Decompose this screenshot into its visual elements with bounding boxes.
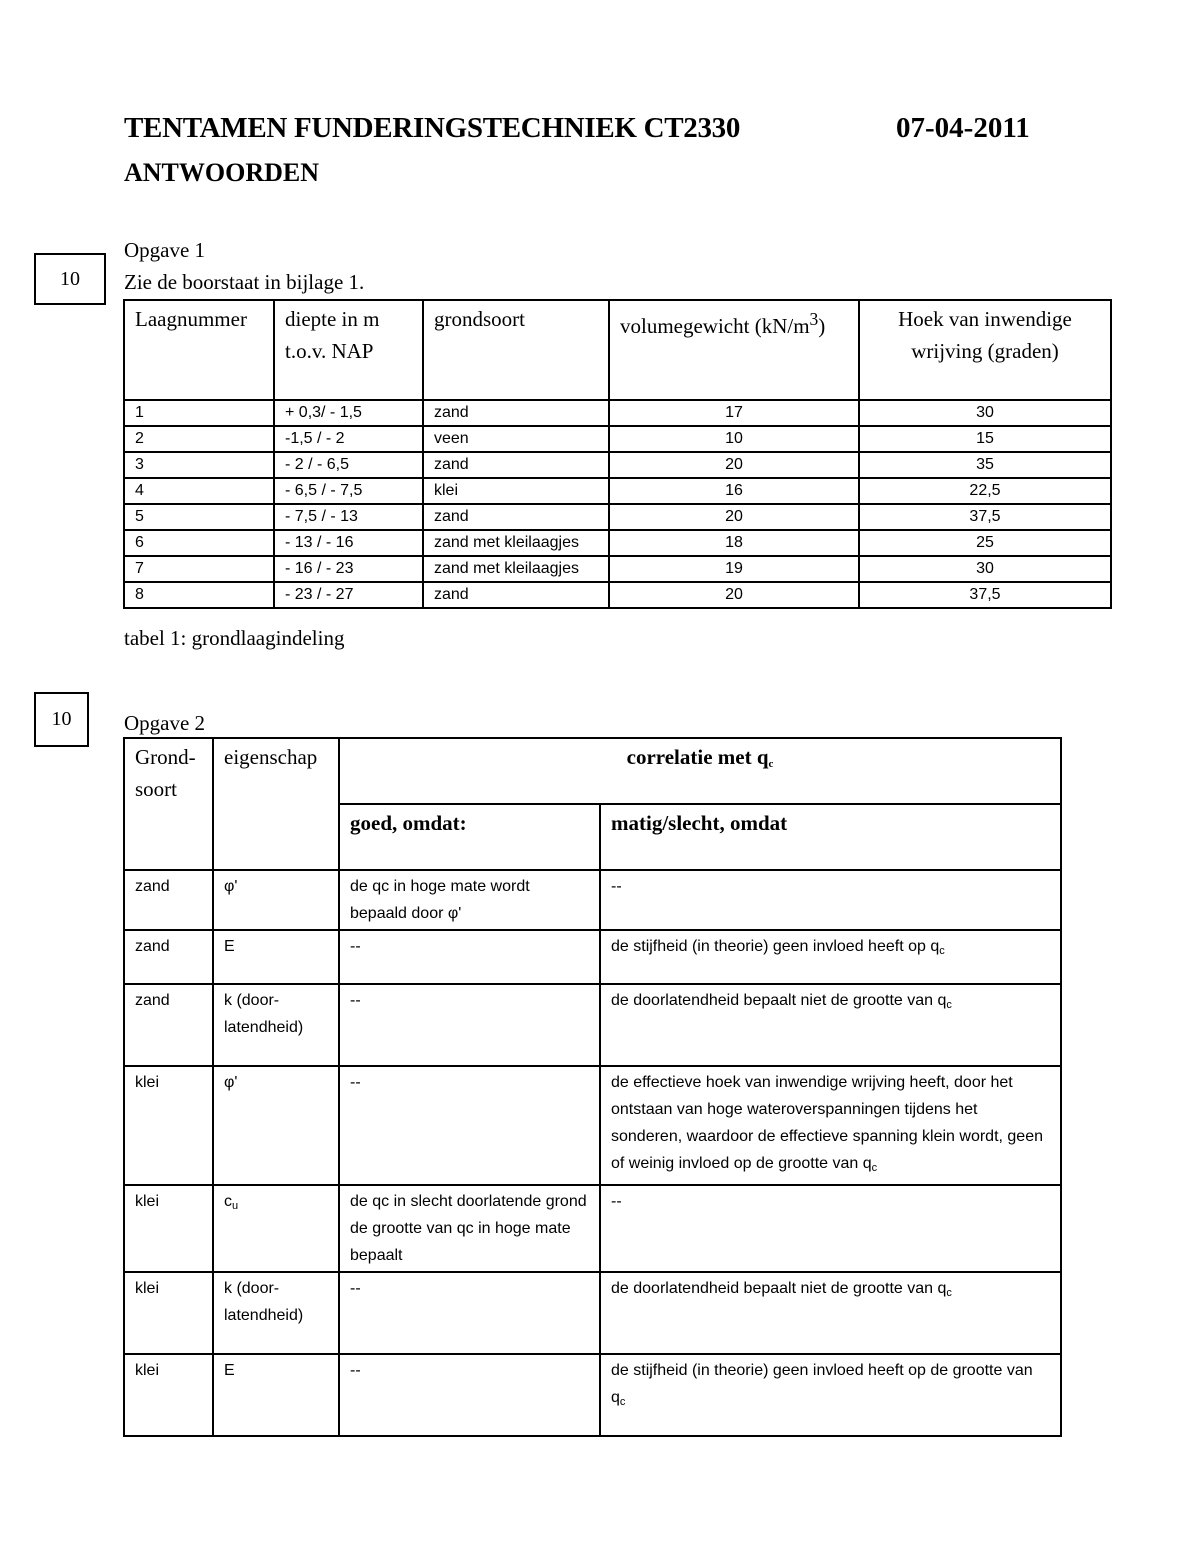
cell-volumegewicht: 17 [609,400,859,426]
cell-grondsoort: zand [124,870,213,930]
cell-goed: de qc in hoge mate wordt bepaald door φ' [339,870,600,930]
cell-volumegewicht: 20 [609,452,859,478]
cell-diepte: -1,5 / - 2 [274,426,423,452]
cell-grondsoort: zand [124,930,213,984]
table-row [124,556,1111,582]
cell-eigenschap: $c_u$ [213,1185,339,1272]
cell-grondsoort: veen [423,426,609,452]
col-header-diepte: diepte in m t.o.v. NAP [274,300,423,400]
cell-hoek: 37,5 [859,582,1111,608]
cell-volumegewicht: 20 [609,582,859,608]
cell-goed: -- [339,1066,600,1185]
cell-eigenschap: φ' [213,1066,339,1185]
correlatie-table [123,737,1062,1437]
table-row [124,1354,1061,1436]
cell-laagnummer: 8 [124,582,274,608]
cell-goed: -- [339,984,600,1066]
cell-diepte: + 0,3/ - 1,5 [274,400,423,426]
cell-grondsoort: klei [423,478,609,504]
col-header-matig: matig/slecht, omdat [600,804,1061,870]
cell-diepte: - 16 / - 23 [274,556,423,582]
cell-grondsoort: klei [124,1272,213,1354]
document-title: TENTAMEN FUNDERINGSTECHNIEK CT2330 [124,112,741,144]
col-header-goed: goed, omdat: [339,804,600,870]
cell-grondsoort: zand [124,984,213,1066]
cell-diepte: - 13 / - 16 [274,530,423,556]
table-caption: tabel 1: grondlaagindeling [124,626,345,650]
cell-volumegewicht: 19 [609,556,859,582]
table-row [124,930,1061,984]
cell-volumegewicht: 16 [609,478,859,504]
table-row [124,452,1111,478]
cell-grondsoort: klei [124,1354,213,1436]
col-header-grondsoort: grondsoort [423,300,609,400]
cell-grondsoort: zand [423,582,609,608]
cell-volumegewicht: 20 [609,504,859,530]
table-header-row [124,738,1061,804]
cell-matig: de doorlatendheid bepaalt niet de grootte van $q_c$ [600,1272,1061,1354]
grondlaag-table [123,299,1112,609]
table-row [124,582,1111,608]
table-row [124,478,1111,504]
table-row [124,426,1111,452]
cell-hoek: 25 [859,530,1111,556]
cell-matig: -- [600,1185,1061,1272]
cell-eigenschap: k (door-latendheid) [213,1272,339,1354]
cell-hoek: 30 [859,400,1111,426]
cell-hoek: 22,5 [859,478,1111,504]
cell-laagnummer: 3 [124,452,274,478]
table-row [124,870,1061,930]
cell-matig: de stijfheid (in theorie) geen invloed heeft op de grootte van $q_c$ [600,1354,1061,1436]
cell-grondsoort: zand met kleilaagjes [423,530,609,556]
col-header-grondsoort: Grond-soort [124,738,213,870]
cell-eigenschap: φ' [213,870,339,930]
cell-grondsoort: zand [423,400,609,426]
table-row [124,530,1111,556]
cell-eigenschap: k (door-latendheid) [213,984,339,1066]
cell-goed: -- [339,1272,600,1354]
cell-volumegewicht: 18 [609,530,859,556]
table-row [124,1272,1061,1354]
table-row [124,1185,1061,1272]
cell-goed: de qc in slecht doorlatende grond de grootte van qc in hoge mate bepaalt [339,1185,600,1272]
table-row [124,1066,1061,1185]
document-subtitle: ANTWOORDEN [124,158,320,187]
table-row [124,400,1111,426]
cell-diepte: - 2 / - 6,5 [274,452,423,478]
cell-diepte: - 6,5 / - 7,5 [274,478,423,504]
cell-eigenschap: E [213,1354,339,1436]
cell-matig: de effectieve hoek van inwendige wrijving heeft, door het ontstaan van hoge wateroverspanningen tijdens het sonderen, waardoor de effectieve spanning klein wordt, geen of weinig invloed op de grootte van $q_c$ [600,1066,1061,1185]
cell-laagnummer: 5 [124,504,274,530]
cell-matig: de doorlatendheid bepaalt niet de grootte van $q_c$ [600,984,1061,1066]
cell-grondsoort: zand [423,452,609,478]
cell-diepte: - 23 / - 27 [274,582,423,608]
col-header-correlatie: correlatie met $q_c$ [339,738,1061,804]
table-row [124,984,1061,1066]
cell-grondsoort: klei [124,1066,213,1185]
opgave1-title: Opgave 1 [124,238,206,262]
cell-matig: de stijfheid (in theorie) geen invloed heeft op $q_c$ [600,930,1061,984]
score-box-opgave2: 10 [34,692,89,747]
cell-goed: -- [339,1354,600,1436]
cell-goed: -- [339,930,600,984]
cell-grondsoort: zand met kleilaagjes [423,556,609,582]
cell-hoek: 37,5 [859,504,1111,530]
cell-volumegewicht: 10 [609,426,859,452]
col-header-eigenschap: eigenschap [213,738,339,870]
document-date: 07-04-2011 [896,112,1030,144]
cell-laagnummer: 6 [124,530,274,556]
col-header-volumegewicht: volumegewicht $(kN/m^3)$ [609,300,859,400]
cell-matig: -- [600,870,1061,930]
cell-grondsoort: zand [423,504,609,530]
opgave2-title: Opgave 2 [124,711,206,735]
col-header-laagnummer: Laagnummer [124,300,274,400]
score-box-opgave1: 10 [34,253,106,305]
cell-eigenschap: E [213,930,339,984]
cell-hoek: 15 [859,426,1111,452]
opgave1-intro: Zie de boorstaat in bijlage 1. [124,270,365,294]
cell-hoek: 35 [859,452,1111,478]
cell-laagnummer: 1 [124,400,274,426]
cell-laagnummer: 4 [124,478,274,504]
table-header-row [124,300,1111,400]
cell-diepte: - 7,5 / - 13 [274,504,423,530]
table-row [124,504,1111,530]
col-header-hoek: Hoek van inwendige wrijving (graden) [859,300,1111,400]
cell-laagnummer: 2 [124,426,274,452]
cell-grondsoort: klei [124,1185,213,1272]
cell-laagnummer: 7 [124,556,274,582]
cell-hoek: 30 [859,556,1111,582]
